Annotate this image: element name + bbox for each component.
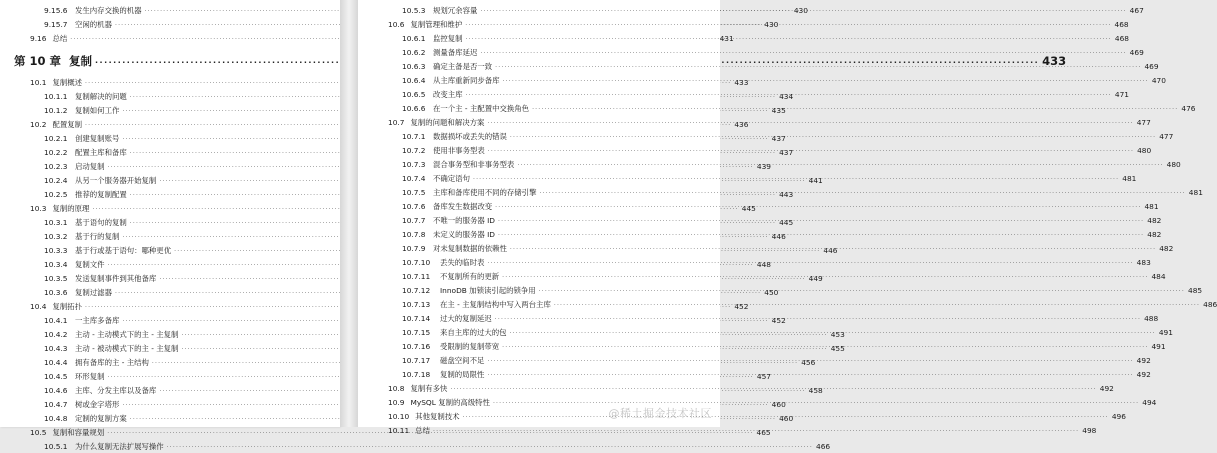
dot-leader (167, 439, 813, 453)
toc-entry-page: 496 (1111, 411, 1126, 421)
dot-leader (502, 269, 1148, 283)
dot-leader (498, 213, 1144, 227)
toc-entry-title: 基于行的复制 (75, 231, 120, 241)
toc-entry-page: 469 (1129, 47, 1144, 57)
toc-entry-page: 477 (1159, 131, 1174, 141)
toc-entry-page: 465 (756, 427, 771, 437)
toc-entry-number: 10.5 (30, 427, 47, 437)
toc-entry-number: 10.3.6 (44, 287, 68, 297)
toc-entry-title: 空闲的机器 (75, 19, 112, 29)
toc-entry-title: 复制 (69, 54, 93, 68)
toc-entry-number: 10.1.1 (44, 91, 68, 101)
toc-entry-page: 491 (1151, 341, 1166, 351)
dot-leader (510, 129, 1156, 143)
toc-entry-number: 10.4.3 (44, 343, 68, 353)
toc-entry-title: 启动复制 (75, 161, 105, 171)
toc-entry-number: 10.6.3 (402, 61, 426, 71)
toc-entry-page: 456 (801, 357, 816, 367)
toc-entry-title: 复制的问题和解决方案 (410, 117, 485, 127)
dot-leader (539, 283, 1185, 297)
dot-leader (488, 143, 1134, 157)
toc-entry-page: 482 (1159, 243, 1174, 253)
toc-entry-page: 437 (779, 147, 794, 157)
toc-entry-page: 446 (771, 231, 786, 241)
toc-entry-page: 455 (830, 343, 845, 353)
toc-entry-number: 10.7.1 (402, 131, 426, 141)
toc-entry-page: 434 (779, 91, 794, 101)
dot-leader (495, 311, 1141, 325)
toc-entry-number: 10.3.4 (44, 259, 68, 269)
toc-entry-page: 458 (808, 385, 823, 395)
dot-leader (493, 395, 1139, 409)
toc-entry-page: 469 (1144, 61, 1159, 71)
toc-entry-number: 10.6.6 (402, 103, 426, 113)
toc-entry-number: 10.4 (30, 301, 47, 311)
toc-entry-number: 10.6.4 (402, 75, 426, 85)
toc-entry-number: 10.4.4 (44, 357, 68, 367)
toc-entry-title: 丢失的临时表 (440, 257, 485, 267)
toc-entry-number: 10.6 (388, 19, 405, 29)
toc-entry-page: 494 (1142, 397, 1157, 407)
toc-entry-title: 创建复制账号 (75, 133, 120, 143)
toc-entry-title: 复制概述 (52, 77, 83, 87)
toc-entry-title: MySQL 复制的高级特性 (410, 397, 490, 407)
toc-entry-number: 10.4.7 (44, 399, 68, 409)
toc-entry (358, 45, 1144, 59)
dot-leader (510, 241, 1156, 255)
toc-entry-number: 10.7.17 (402, 355, 431, 365)
dot-leader (487, 367, 1133, 381)
toc-entry-page: 467 (1129, 5, 1144, 15)
toc-entry-number: 10.7.5 (402, 187, 426, 197)
toc-entry-title: 推荐的复制配置 (75, 189, 127, 199)
toc-entry-number: 10.2.1 (44, 133, 68, 143)
toc-entry-page: 491 (1158, 327, 1173, 337)
toc-entry-number: 10.5.1 (44, 441, 68, 451)
toc-entry-number: 10.11 (388, 425, 410, 435)
toc-entry-page: 482 (1147, 215, 1162, 225)
toc-entry-number: 10.4.6 (44, 385, 68, 395)
toc-entry-page: 480 (1137, 145, 1152, 155)
toc-entry-page: 448 (756, 259, 771, 269)
toc-entry-number: 10.7.2 (402, 145, 426, 155)
toc-entry-page: 492 (1136, 355, 1151, 365)
toc-entry-title: 主库、分发主库以及备库 (75, 385, 157, 395)
toc-entry-page: 460 (779, 413, 794, 423)
toc-entry-title: 总结 (415, 425, 430, 435)
toc-entry-page: 486 (1203, 299, 1217, 309)
toc-entry-number: 10.7.15 (402, 327, 431, 337)
toc-entry-title: 定制的复制方案 (75, 413, 127, 423)
toc-entry-number: 10.4.2 (44, 329, 68, 339)
toc-entry-page: 445 (741, 203, 756, 213)
toc-entry-title: 对未复制数据的依赖性 (433, 243, 507, 253)
dot-leader (480, 45, 1126, 59)
toc-entry-page: 477 (1136, 117, 1151, 127)
toc-entry-title: 测量备库延迟 (433, 47, 478, 57)
toc-entry-number: 10.6.5 (402, 89, 426, 99)
toc-entry-page: 441 (808, 175, 823, 185)
toc-entry-page: 436 (734, 119, 749, 129)
toc-entry-page: 449 (808, 273, 823, 283)
toc-entry-title: 主库和备库使用不同的存储引擎 (433, 187, 537, 197)
toc-entry-title: 过大的复制延迟 (440, 313, 492, 323)
dot-leader (554, 297, 1200, 311)
toc-entry-title: 从另一个服务器开始复制 (75, 175, 157, 185)
toc-entry (0, 439, 831, 453)
dot-leader (466, 31, 1112, 45)
toc-entry-title: 主动 - 主动模式下的主 - 主复制 (75, 329, 179, 339)
toc-entry-number: 10.7.3 (402, 159, 426, 169)
dot-leader (487, 115, 1133, 129)
toc-entry-title: 复制文件 (75, 259, 105, 269)
toc-entry-number: 10.2.3 (44, 161, 68, 171)
toc-entry-title: 复制解决的问题 (75, 91, 127, 101)
toc-entry-title: 使用非事务型表 (433, 145, 485, 155)
toc-entry-title: 配置主库和备库 (75, 147, 127, 157)
toc-entry-number: 10.1.2 (44, 105, 68, 115)
dot-leader (450, 381, 1096, 395)
toc-entry-page: 460 (771, 399, 786, 409)
toc-entry-page: 481 (1122, 173, 1137, 183)
toc-entry-title: 不确定语句 (433, 173, 470, 183)
toc-entry-title: 其他复制技术 (415, 411, 460, 421)
toc-entry-number: 10.2 (30, 119, 47, 129)
toc-entry-number: 10.2.2 (44, 147, 68, 157)
toc-entry-title: 树或金字塔形 (75, 399, 120, 409)
toc-entry-title: 备库发生数据改变 (433, 201, 493, 211)
toc-entry-page: 443 (779, 189, 794, 199)
toc-entry-number: 10.7 (388, 117, 405, 127)
toc-entry-page: 481 (1144, 201, 1159, 211)
toc-entry-page: 481 (1188, 187, 1203, 197)
toc-entry-page: 488 (1144, 313, 1159, 323)
dot-leader (466, 87, 1112, 101)
toc-entry-title: 不唯一的服务器 ID (433, 215, 495, 225)
toc-entry-number: 第 10 章 (14, 54, 62, 68)
toc-entry-title: 一主库多备库 (75, 315, 120, 325)
toc-entry-number: 9.15.7 (44, 19, 68, 29)
toc-entry-number: 10.7.7 (402, 215, 426, 225)
dot-leader (495, 59, 1141, 73)
toc-entry-page: 445 (779, 217, 794, 227)
toc-entry-title: 复制管理和维护 (410, 19, 463, 29)
toc-entry-number: 10.7.14 (402, 313, 431, 323)
toc-entry-title: 复制如何工作 (75, 105, 120, 115)
toc-entry-number: 10.6.1 (402, 33, 426, 43)
toc-entry-title: 在一个主 - 主配置中交换角色 (433, 103, 530, 113)
toc-entry-page: 430 (793, 5, 808, 15)
toc-entry-title: 总结 (52, 33, 68, 43)
toc-entry-page: 453 (830, 329, 845, 339)
toc-entry-page: 446 (823, 245, 838, 255)
toc-entry-number: 10.9 (388, 397, 405, 407)
toc-entry-page: 433 (734, 77, 749, 87)
toc-entry-page: 466 (816, 441, 831, 451)
toc-entry-title: 未定义的服务器 ID (433, 229, 495, 239)
toc-entry-number: 10.7.12 (402, 285, 431, 295)
toc-entry-title: 规划冗余容量 (433, 5, 478, 15)
toc-entry-number: 9.16 (30, 33, 47, 43)
toc-entry-page: 480 (1166, 159, 1181, 169)
toc-entry-number: 10.4.8 (44, 413, 68, 423)
toc-entry-page: 439 (756, 161, 771, 171)
toc-entry-page: 431 (719, 33, 734, 43)
toc-entry-page: 450 (764, 287, 779, 297)
dot-leader (465, 17, 1111, 31)
toc-entry-page: 485 (1188, 285, 1203, 295)
toc-entry-number: 10.2.4 (44, 175, 68, 185)
watermark: @稀土掘金技术社区 (608, 407, 712, 420)
dot-leader (498, 227, 1144, 241)
dot-leader (517, 157, 1163, 171)
toc-entry-number: 10.7.18 (402, 369, 431, 379)
toc-entry-number: 10.6.2 (402, 47, 426, 57)
toc-entry-number: 10.7.4 (402, 173, 426, 183)
dot-leader (495, 199, 1141, 213)
toc-entry-page: 437 (771, 133, 786, 143)
toc-entry-page: 498 (1082, 425, 1097, 435)
toc-entry-title: 配置复制 (52, 119, 83, 129)
toc-entry-number: 10.5.3 (402, 5, 426, 15)
toc-entry-title: 受限制的复制带宽 (440, 341, 500, 351)
toc-entry-number: 10.7.13 (402, 299, 431, 309)
toc-entry-number: 10.7.9 (402, 243, 426, 253)
toc-entry-title: 复制有多快 (410, 383, 448, 393)
toc-entry-title: 复制的局限性 (440, 369, 485, 379)
toc-entry-title: 不复制所有的更新 (440, 271, 500, 281)
dot-leader (510, 325, 1156, 339)
toc-entry-title: 数据损坏或丢失的错误 (433, 131, 507, 141)
toc-entry-title: 混合事务型和非事务型表 (433, 159, 515, 169)
dot-leader (532, 101, 1178, 115)
toc-entry-page: 492 (1136, 369, 1151, 379)
toc-entry-number: 10.10 (388, 411, 410, 421)
toc-entry-page: 484 (1151, 271, 1166, 281)
toc-entry-number: 10.7.10 (402, 257, 431, 267)
dot-leader (433, 423, 1079, 437)
toc-entry-page: 483 (1136, 257, 1151, 267)
toc-entry-title: 为什么复制无法扩展写操作 (75, 441, 164, 451)
toc-entry-title: 主动 - 被动模式下的主 - 主复制 (75, 343, 179, 353)
toc-entry-number: 10.4.1 (44, 315, 68, 325)
toc-entry-number: 9.15.6 (44, 5, 68, 15)
dot-leader (480, 3, 1126, 17)
toc-entry-number: 10.7.6 (402, 201, 426, 211)
toc-entry-page: 468 (1114, 33, 1129, 43)
toc-entry-title: 复制拓扑 (52, 301, 83, 311)
toc-entry-title: InnoDB 加锁读引起的锁争用 (440, 285, 536, 295)
toc-entry-title: 来自主库的过大的包 (440, 327, 507, 337)
toc-entry-title: 复制的原理 (52, 203, 90, 213)
toc-entry-title: 磁盘空间不足 (440, 355, 485, 365)
toc-entry-title: 确定主备是否一致 (433, 61, 493, 71)
toc-entry-number: 10.1 (30, 77, 47, 87)
toc-entry-title: 发生内存交换的机器 (75, 5, 142, 15)
toc-entry-number: 10.7.16 (402, 341, 431, 351)
dot-leader (463, 409, 1109, 423)
dot-leader (487, 255, 1133, 269)
toc-entry-title: 基于行或基于语句：哪种更优 (75, 245, 172, 255)
dot-leader (473, 171, 1119, 185)
dot-leader (502, 339, 1148, 353)
dot-leader (503, 73, 1149, 87)
toc-entry-number: 10.7.8 (402, 229, 426, 239)
toc-entry-title: 在主 - 主复制结构中写入两台主库 (440, 299, 551, 309)
toc-entry-page: 430 (764, 19, 779, 29)
toc-entry-page: 492 (1099, 383, 1114, 393)
toc-entry-page: 482 (1147, 229, 1162, 239)
toc-entry-title: 环形复制 (75, 371, 105, 381)
toc-entry-number: 10.7.11 (402, 271, 431, 281)
dot-leader (487, 353, 1133, 367)
toc-entry-page: 435 (771, 105, 786, 115)
toc-entry-page: 457 (756, 371, 771, 381)
toc-entry-number: 10.2.5 (44, 189, 68, 199)
toc-entry-page: 470 (1151, 75, 1166, 85)
toc-entry-title: 复制过滤器 (75, 287, 112, 297)
book-spine (340, 0, 358, 427)
toc-entry-number: 10.4.5 (44, 371, 68, 381)
toc-entry-title: 改变主库 (433, 89, 463, 99)
toc-entry-title: 发送复制事件到其他备库 (75, 273, 157, 283)
toc-entry-number: 10.3.5 (44, 273, 68, 283)
toc-entry-page: 452 (771, 315, 786, 325)
toc-entry-page: 476 (1181, 103, 1196, 113)
toc-entry-page: 452 (734, 301, 749, 311)
toc-entry-title: 拥有备库的主 - 主结构 (75, 357, 149, 367)
toc-entry-title: 从主库重新同步备库 (433, 75, 500, 85)
toc-entry-number: 10.8 (388, 383, 405, 393)
toc-entry-page: 468 (1114, 19, 1129, 29)
dot-leader (539, 185, 1185, 199)
toc-entry-number: 10.3.3 (44, 245, 68, 255)
toc-entry-number: 10.3.2 (44, 231, 68, 241)
toc-entry-page: 433 (1042, 54, 1067, 68)
toc-entry-title: 监控复制 (433, 33, 463, 43)
toc-entry-number: 10.3 (30, 203, 47, 213)
toc-entry-number: 10.3.1 (44, 217, 68, 227)
toc-entry-title: 复制和容量规划 (52, 427, 105, 437)
toc-entry-page: 471 (1114, 89, 1129, 99)
toc-entry-title: 基于语句的复制 (75, 217, 127, 227)
